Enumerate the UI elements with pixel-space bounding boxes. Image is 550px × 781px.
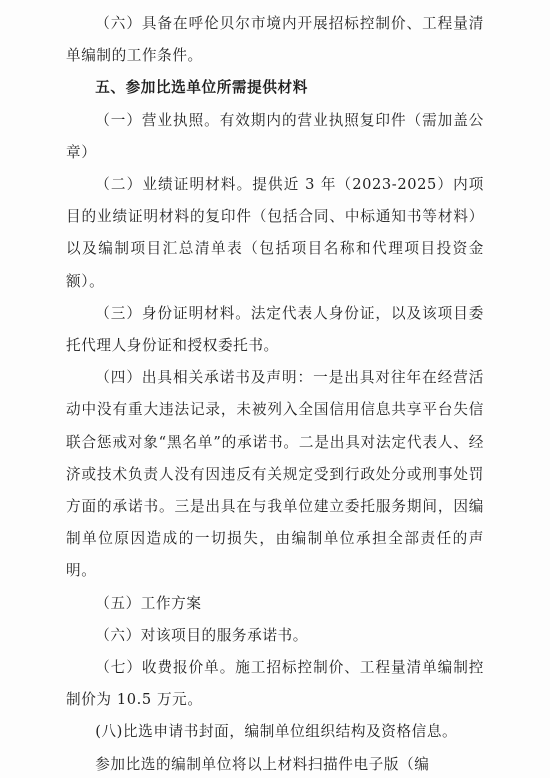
document-body (66, 8, 484, 781)
paragraph-application-cover: (八)比选申请书封面，编制单位组织结构及资格信息。 (95, 723, 458, 741)
paragraph-submission: 参加比选的编制单位将以上材料扫描件电子版（编 (95, 755, 430, 773)
paragraph-work-conditions: （六）具备在呼伦贝尔市境内开展招标控制价、工程量清单编制的工作条件。 (66, 15, 484, 65)
paragraph-business-license: （一）营业执照。有效期内的营业执照复印件（需加盖公章） (66, 111, 484, 161)
paragraph-service-commitment: （六）对该项目的服务承诺书。 (95, 626, 308, 644)
section-heading-required-materials: 五、参加比选单位所需提供材料 (95, 79, 308, 97)
paragraph-commitments: （四）出具相关承诺书及声明：一是出具对往年在经营活动中没有重大违法记录，未被列入全国信用信息共享平台失信联合惩戒对象“黑名单”的承诺书。二是出具对法定代表人、经济或技术负责人没有因违反有关规定受到行政处分或刑事处罚方面的承诺书。三是出具在与我单位建立委托服务期间，因编制单位原因造成的一切损失，由编制单位承担全部责任的声明。 (66, 369, 484, 580)
paragraph-performance-proof: （二）业绩证明材料。提供近 3 年（2023-2025）内项目的业绩证明材料的复印件（包括合同、中标通知书等材料）以及编制项目汇总清单表（包括项目名称和代理项目投资金额）。 (66, 176, 484, 290)
paragraph-work-plan: （五）工作方案 (95, 594, 202, 612)
paragraph-fee-quote: （七）收费报价单。施工招标控制价、工程量清单编制控制价为 10.5 万元。 (66, 659, 484, 709)
paragraph-identity-proof: （三）身份证明材料。法定代表人身份证，以及该项目委托代理人身份证和授权委托书。 (66, 304, 484, 355)
